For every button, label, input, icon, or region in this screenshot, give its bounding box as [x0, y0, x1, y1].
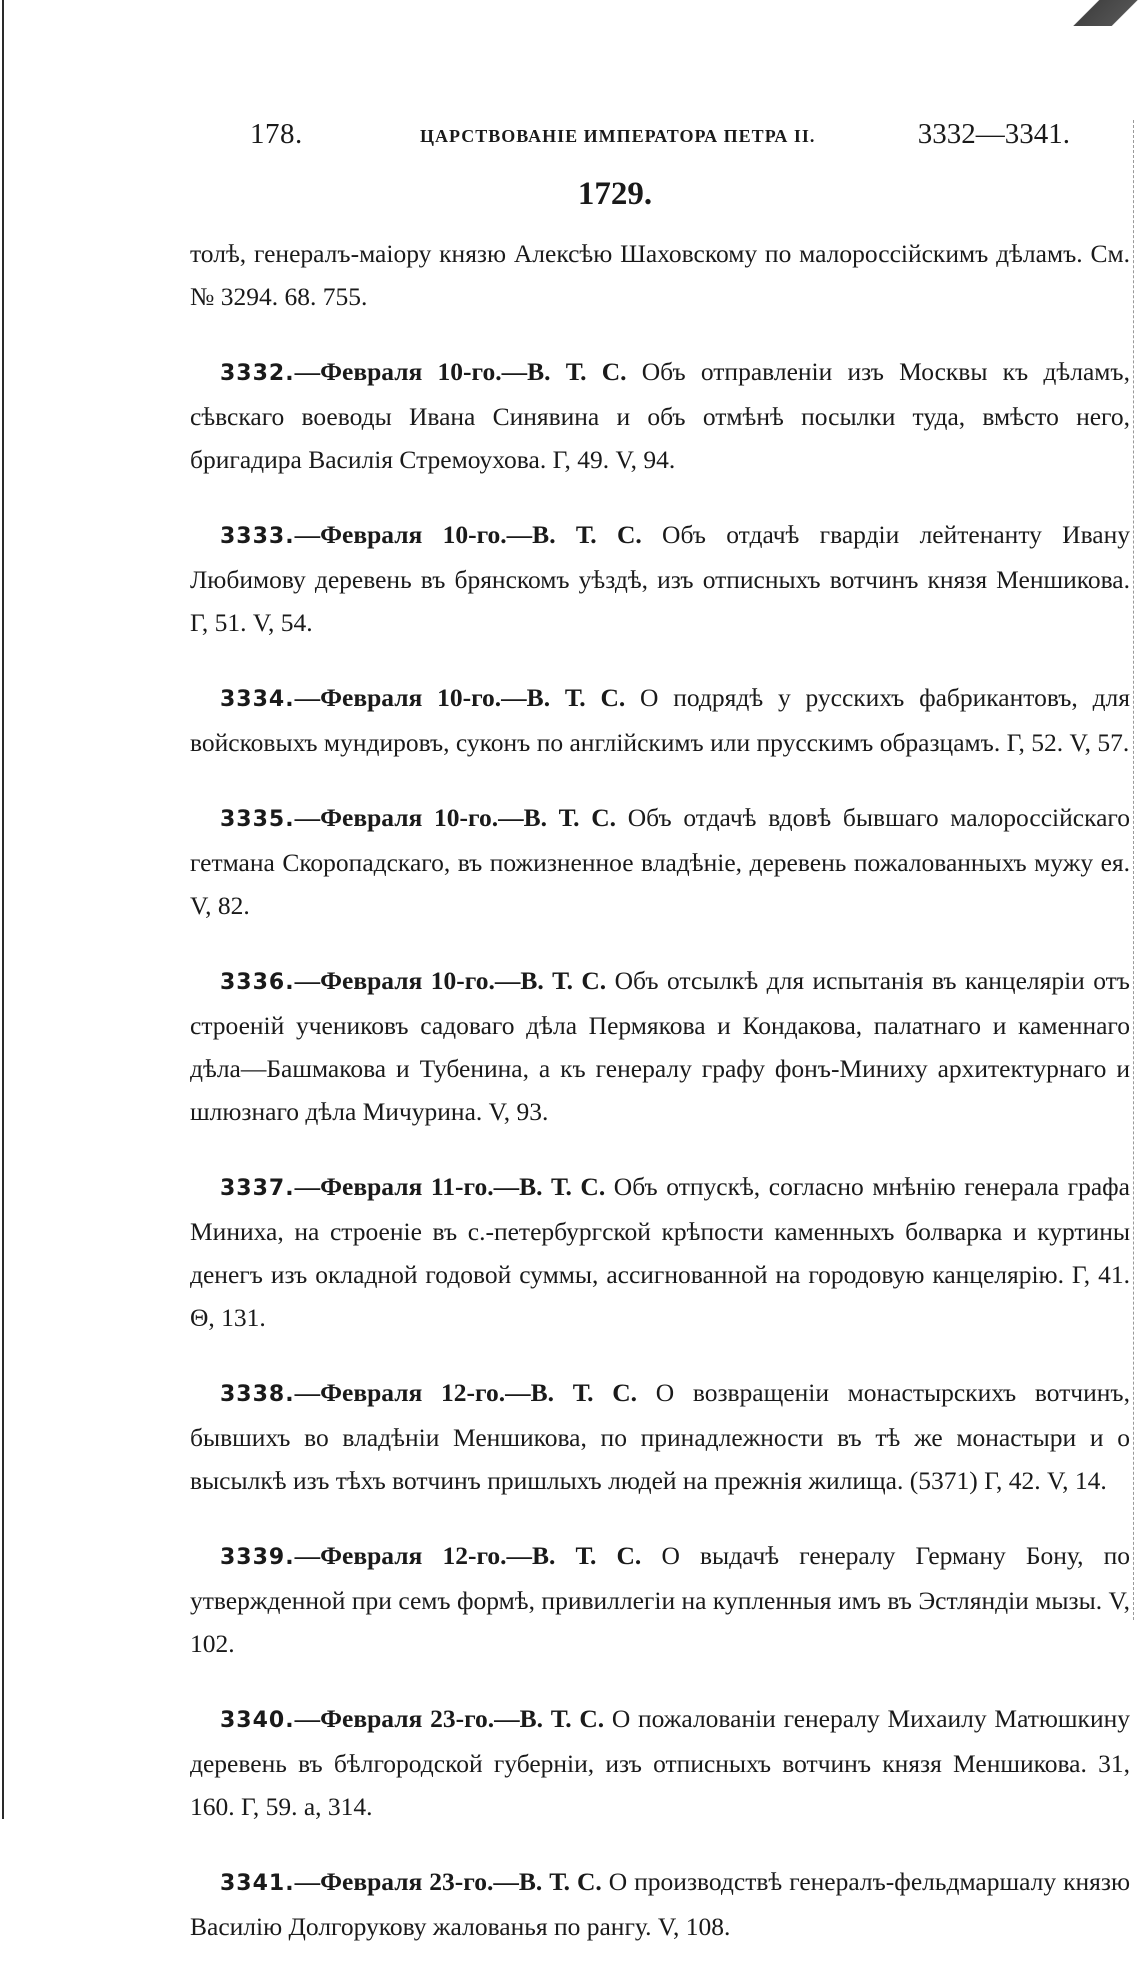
entry-number: 3339.: [220, 1545, 295, 1570]
entry-date: —Февраля 23-го.—В. Т. С.: [294, 1867, 602, 1896]
entry-text: Объ отсылкѣ для испытанія въ канцеляріи отъ строеній учениковъ садоваго дѣла Пермякова и Кондакова, палатнаго и каменнаго дѣла—Башмакова и Тубенина, а къ генералу графу фонъ-Миниху архитектурнаго и шлюзнаго дѣла Мичурина. V, 93.: [190, 966, 1130, 1126]
entry-text: Объ отдачѣ гвардіи лейтенанту Ивану Любимову деревень въ брянскомъ уѣздѣ, изъ отписныхъ вотчинъ князя Меншикова. Г, 51. V, 54.: [190, 520, 1130, 637]
entry-3333: [190, 513, 1130, 644]
scan-edge-left: [2, 0, 4, 1819]
running-title: ЦАРСТВОВАНІЕ ИМПЕРАТОРА ПЕТРА II.: [420, 126, 816, 146]
entry-number: 3338.: [220, 1382, 295, 1407]
scan-corner-mark: [1070, 0, 1140, 26]
entry-date: —Февраля 23-го.—В. Т. С.: [294, 1704, 605, 1733]
entry-date: —Февраля 10-го.—В. Т. С.: [294, 803, 617, 832]
entry-number: 3332.: [220, 361, 295, 386]
entry-3339: [190, 1534, 1130, 1665]
entry-number: 3333.: [220, 524, 295, 549]
entry-text: О возвращеніи монастырскихъ вотчинъ, бывшихъ во владѣніи Меншикова, по принадлежности въ тѣ же монастыри и о высылкѣ изъ тѣхъ вотчинъ пришлыхъ людей на прежнія жилища. (5371) Г, 42. V, 14.: [190, 1378, 1130, 1495]
page-number: 178.: [250, 118, 303, 150]
year-heading: 1729.: [577, 176, 653, 212]
entry-3332: [190, 350, 1130, 481]
entry-text: Объ отправленіи изъ Москвы къ дѣламъ, сѣвскаго воеводы Ивана Синявина и объ отмѣнѣ посылки туда, вмѣсто него, бригадира Василія Стремоухова. Г, 49. V, 94.: [190, 357, 1130, 474]
entry-date: —Февраля 11-го.—В. Т. С.: [294, 1172, 606, 1201]
entry-text: Объ отпускѣ, согласно мнѣнію генерала графа Миниха, на строеніе въ с.-петербургской крѣпости каменныхъ болварка и куртины денегъ изъ окладной годовой суммы, ассигнованной на городовую канцелярію. Г, 41. Θ, 131.: [190, 1172, 1130, 1332]
scan-edge-right: [1132, 120, 1134, 1620]
entry-date: —Февраля 10-го.—В. Т. С.: [294, 683, 626, 712]
entry-date: —Февраля 12-го.—В. Т. С.: [294, 1541, 642, 1570]
page-header: [250, 118, 1070, 158]
entry-3336: [190, 959, 1130, 1133]
entry-3337: [190, 1165, 1130, 1339]
entry-number: 3337.: [220, 1176, 295, 1201]
entry-number: 3335.: [220, 807, 295, 832]
entry-date: —Февраля 12-го.—В. Т. С.: [294, 1378, 638, 1407]
entry-date: —Февраля 10-го.—В. Т. С.: [294, 520, 642, 549]
entry-date: —Февраля 10-го.—В. Т. С.: [294, 357, 627, 386]
entry-number: 3340.: [220, 1708, 295, 1733]
entry-3334: [190, 676, 1130, 764]
entry-text: О подрядѣ у русскихъ фабрикантовъ, для войсковыхъ мундировъ, суконъ по англійскимъ или прусскимъ образцамъ. Г, 52. V, 57.: [190, 683, 1130, 757]
entries-list: [190, 232, 1130, 1980]
entry-number: 3334.: [220, 687, 295, 712]
entry-text: Объ отдачѣ вдовѣ бывшаго малороссійскаго гетмана Скоропадскаго, въ пожизненное владѣніе, деревень пожалованныхъ мужу ея. V, 82.: [190, 803, 1130, 920]
entry-number: 3336.: [220, 970, 295, 995]
continuation-paragraph: толѣ, генералъ-маіору князю Алексѣю Шаховскому по малороссійскимъ дѣламъ. См. № 3294. 68. 755.: [190, 239, 1130, 311]
entry-number: 3341.: [220, 1871, 295, 1896]
entry-text: О пожалованіи генералу Михаилу Матюшкину деревень въ бѣлгородской губерніи, изъ отписныхъ вотчинъ князя Меншикова. 31, 160. Г, 59. а, 314.: [190, 1704, 1130, 1821]
entry-3341: [190, 1860, 1130, 1948]
entry-3335: [190, 796, 1130, 927]
entry-3338: [190, 1371, 1130, 1502]
entry-text: О производствѣ генералъ-фельдмаршалу князю Василію Долгорукову жалованья по рангу. V, 108.: [190, 1867, 1130, 1941]
entry-date: —Февраля 10-го.—В. Т. С.: [294, 966, 607, 995]
entry-text: О выдачѣ генералу Герману Бону, по утвержденной при семъ формѣ, привиллегіи на купленныя имъ въ Эстляндіи мызы. V, 102.: [190, 1541, 1130, 1658]
entry-range: 3332—3341.: [917, 118, 1070, 150]
entry-3340: [190, 1697, 1130, 1828]
